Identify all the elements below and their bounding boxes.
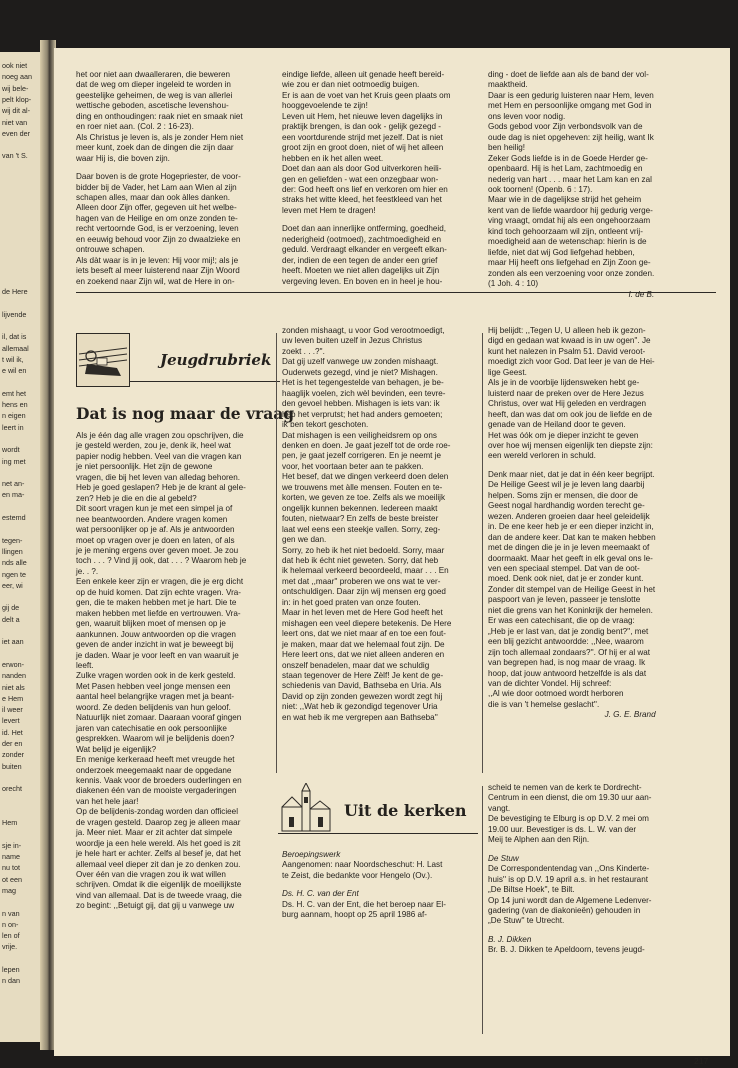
- text-line: allemaal veel dieper zit dan je zo denken zou.: [76, 859, 241, 869]
- text-line: met dat ,,maar'' proberen we ons wat te ver-: [282, 576, 441, 586]
- page-number: 217: [694, 1056, 709, 1066]
- text-line: maaktheid.: [488, 80, 528, 90]
- text-line: te Zeist, die bedankte voor Hengelo (Ov.).: [282, 870, 433, 880]
- text-line: Ds. H. C. van der Ent, die het beroep naar El-: [282, 899, 446, 909]
- text-line: gen we dan.: [282, 535, 327, 545]
- reading-figure-icon: [77, 334, 129, 386]
- prev-page-fragment: orecht: [2, 784, 22, 794]
- text-line: huis'' is op D.V. 19 april a.s. in het restaurant: [488, 874, 648, 884]
- text-line: [488, 462, 656, 470]
- text-line: die is van 't hemelse geslacht''.: [488, 699, 600, 709]
- prev-page-fragment: noeg aan: [2, 72, 32, 82]
- text-line: en roer niet aan. (Col. 2 : 16-23).: [76, 122, 194, 132]
- text-line: kent van de liefde waardoor hij gedurig verge-: [488, 205, 653, 215]
- text-line: hoop, dat jouw antwoord hetzelfde is als dat: [488, 668, 647, 678]
- text-line: David op zijn zonden gewezen wordt zegt hij: [282, 691, 443, 701]
- text-line: Zulke vragen worden ook in de kerk gesteld.: [76, 671, 236, 681]
- column-divider: [482, 786, 483, 1034]
- text-line: Het besef, dat we dingen verkeerd doen delen: [282, 472, 449, 482]
- prev-page-fragment: emt het: [2, 388, 26, 398]
- text-line: zonden mishaagt, u voor God verootmoedigt,: [282, 326, 445, 335]
- text-line: Doet dan aan als door God uitverkoren heili-: [282, 164, 442, 174]
- prev-page-fragment: mag: [2, 885, 16, 895]
- prev-page-fragment: pelt klop-: [2, 94, 32, 104]
- prev-page-fragment: wij bele-: [2, 83, 29, 93]
- text-line: lige Geest.: [488, 367, 527, 377]
- text-line: in: in het goed praten van onze fouten.: [282, 597, 421, 607]
- column-1-top: [76, 70, 243, 287]
- text-line: van het hele jaar!: [76, 796, 139, 806]
- text-line: ja. Meer niet. Maar er zit achter dat simpele: [76, 828, 233, 838]
- text-line: paspoort van je leven, passeer je tenslotte: [488, 595, 641, 605]
- text-line: luisterd naar de preken over de Here Jezus: [488, 388, 644, 398]
- text-line: toch . . . ? Vind jij ook, dat . . . ? Waarom heb je: [76, 556, 247, 566]
- text-line: Ds. H. C. van der Ent: [282, 889, 359, 899]
- text-line: Beroepingswerk: [282, 850, 341, 859]
- text-line: ving vraagt, omdat hij als een ongehoorzaam: [488, 216, 651, 226]
- prev-page-fragment: llingen: [2, 546, 23, 556]
- text-line: kunt het nalezen in Psalm 51. David veroot-: [488, 346, 646, 356]
- text-line: je je mening ergens over geven moet. Je zou: [76, 545, 239, 555]
- jeugdrubriek-title: Jeugdrubriek: [160, 351, 272, 369]
- prev-page-fragment: estemd: [2, 513, 26, 522]
- text-line: zo begint: ,,Betuigt gij, dat gij u vanwege uw: [76, 901, 235, 911]
- text-line: mishagen een veel diepere betekenis. De Here: [282, 618, 452, 628]
- text-line: ons leven voor nodig.: [488, 111, 566, 121]
- prev-page-fragment: lepen: [2, 965, 20, 974]
- text-line: leert ons, dat we niet maar af en toe een fout-: [282, 629, 446, 639]
- text-line: iets beseft al meer luisterend naar Zijn Woord: [76, 266, 240, 276]
- text-line: 19.00 uur. Bevestiger is ds. L. W. van der: [488, 824, 637, 834]
- text-line: den gevoel hebben. Mishagen is iets van: ik: [282, 399, 440, 409]
- text-line: Dat mishagen is een veiligheidsrem op ons: [282, 430, 437, 440]
- prev-page-fragment: net an-: [2, 479, 25, 489]
- text-line: „De Stuw'' te Utrecht.: [488, 916, 565, 926]
- text-line: Leven uit Hem, het nieuwe leven dagelijks in: [282, 111, 443, 121]
- text-line: Sorry, zo heb ik het niet bedoeld. Sorry, maar: [282, 545, 445, 555]
- jeugdrubriek-banner: [76, 333, 276, 391]
- text-line: Wat belijd je eigenlijk?: [76, 744, 157, 754]
- prev-page-fragment: n van: [2, 908, 20, 918]
- text-line: zoekt . . .?''.: [282, 346, 325, 356]
- text-line: nederigheid (ootmoed), zachtmoedigheid en: [282, 234, 441, 244]
- text-line: denken en doen. Je gaat jezelf tot de orde roe-: [282, 440, 451, 450]
- text-line: burg aannam, hoopt op 25 april 1986 af-: [282, 910, 428, 920]
- text-line: haaglijk voelen, zich wèl bevinden, een tevre-: [282, 388, 446, 398]
- prev-page-fragment: lijvende: [2, 309, 27, 319]
- text-line: voor, het voortaan beter aan te pakken.: [282, 461, 424, 471]
- text-line: wezen. Anderen groeien daar heel geleidelijk: [488, 511, 650, 521]
- text-line: Heb je goed geslapen? Heb je de krant al gele-: [76, 483, 246, 493]
- text-line: gesprekken. Waarom wil je belijdenis doen?: [76, 734, 235, 744]
- prev-page-fragment: allemaal: [2, 343, 29, 353]
- text-line: papier nodig hebben. Veel van die vragen kan: [76, 451, 242, 461]
- text-line: je gesteld werden, zou je, denk ik, heel wat: [76, 441, 231, 451]
- text-line: „Heb je er last van, dat je zondig bent?'', met: [488, 626, 649, 636]
- text-line: leven met Hem te dragen!: [282, 205, 376, 215]
- text-line: ik helemaal verkeerd beoordeeld, maar . . . En: [282, 566, 449, 576]
- text-line: Doet dan aan innerlijke ontferming, goedheid,: [282, 224, 446, 234]
- text-line: Op de belijdenis-zondag worden dan officieel: [76, 807, 239, 817]
- prev-page-fragment: ot een: [2, 874, 22, 884]
- text-line: Maar wie in de dagelijkse strijd het geheim: [488, 195, 642, 205]
- text-line: vragen, die bij het leven van alledag behoren.: [76, 472, 240, 482]
- text-line: op de huid komen. Dat zijn echte vragen. Vra-: [76, 587, 241, 597]
- text-line: het oor niet aan dwaalleraren, die beweren: [76, 70, 231, 79]
- text-line: zonden als een verzoening voor onze zonden.: [488, 268, 655, 278]
- text-line: Als je één dag alle vragen zou opschrijven, die: [76, 431, 244, 440]
- jeugd-column-2: [282, 326, 451, 723]
- kerken-column-3: [488, 783, 652, 956]
- text-line: moedigt zich voor God. Dat leer je van de Hei-: [488, 357, 655, 367]
- text-line: meer kunt, zoek dan de dingen die zijn daar: [76, 143, 234, 153]
- text-line: een blij gezicht antwoordde: ,,Nee, waarom: [488, 637, 644, 647]
- text-line: Meij te Alphen aan den Rijn.: [488, 835, 590, 845]
- text-line: Zeker Gods liefde is in de Goede Herder ge-: [488, 153, 648, 163]
- text-line: dan de andere keer. Dat kan te maken hebben: [488, 532, 656, 542]
- text-line: praktijk brengen, is dan ook - gelijk gezegd -: [282, 122, 441, 132]
- text-line: Dit soort vragen kun je met een simpel ja of: [76, 504, 233, 514]
- prev-page-fragment: nds alle: [2, 558, 27, 568]
- text-line: De Stuw: [488, 853, 519, 863]
- text-line: ongelijk kunnen bekennen. Iedereen maakt: [282, 503, 438, 513]
- text-line: hebben en ik het allen weet.: [282, 153, 384, 163]
- text-line: Over één van die vragen zou ik wat willen: [76, 870, 226, 880]
- text-line: Hij belijdt: ,,Tegen U, U alleen heb ik gezon-: [488, 326, 646, 335]
- prev-page-fragment: len of: [2, 931, 20, 941]
- text-line: woordje ja een hele wereld. Als het goed is zit: [76, 838, 241, 848]
- prev-page-fragment: de Here: [2, 287, 28, 296]
- prev-page-fragment: e Hem: [2, 693, 24, 703]
- column-3-top: [488, 70, 654, 300]
- text-line: zijn toch allemaal zondaars?''. Of hij er al wat: [488, 647, 651, 657]
- text-line: kind toch gehoorzaam wil zijn, ontleent vrij-: [488, 226, 643, 236]
- prev-page-fragment: levert: [2, 716, 20, 726]
- text-line: leeft.: [76, 660, 94, 670]
- section-divider: [76, 292, 716, 293]
- text-line: hooggevoelende te zijn!: [282, 101, 368, 111]
- text-line: doormaakt. Maar het geeft in elk geval ons le-: [488, 553, 653, 563]
- text-line: en eeuwig behoud voor Zijn zo dwaalzieke en: [76, 234, 241, 244]
- text-line: groot zijn en groot doen, niet of wij het alleen: [282, 143, 444, 153]
- prev-page-fragment: ngen te: [2, 569, 26, 579]
- text-line: oude dag is niet opgeheven: zijt heilig, want Ik: [488, 132, 654, 142]
- prev-page-fragment: t wil ik,: [2, 354, 24, 364]
- text-line: Ouderwets gezegd, vind je niet? Mishagen.: [282, 367, 438, 377]
- text-line: je maken, maar dat we helemaal fout zijn. De: [282, 639, 445, 649]
- text-line: Als dàt waar is in je leven: Hij voor mij!; als je: [76, 255, 239, 265]
- author-signature: I. de B.: [628, 289, 655, 299]
- text-line: niet die grens van het Koninkrijk der hemelen.: [488, 605, 653, 615]
- prev-page-fragment: even der: [2, 128, 30, 138]
- text-line: gen, die te maken hebben met je hart. Die te: [76, 598, 237, 608]
- prev-page-fragment: n eigen: [2, 411, 26, 421]
- uit-de-kerken-title: Uit de kerken: [344, 801, 467, 820]
- text-line: ding en onthoudingen: raak niet en smaak niet: [76, 111, 243, 121]
- prev-page-fragment: nu tot: [2, 863, 20, 873]
- prev-page-fragment: ing met: [2, 456, 26, 466]
- text-line: je daden. Waar je voor leeft en van waaruit je: [76, 650, 239, 660]
- text-line: een wereld verloren in schuld.: [488, 451, 596, 461]
- text-line: wettische geboden, ascetische levenshou-: [76, 101, 229, 111]
- text-line: aankunnen. Jouw antwoorden op die vragen: [76, 629, 236, 639]
- text-line: schrijven. Omdat ik die eigenlijk de moeilijkste: [76, 880, 242, 890]
- text-line: Op 14 juni wordt dan de Algemene Ledenver-: [488, 895, 652, 905]
- text-line: in. De ene keer heb je er een dieper inzicht in,: [488, 522, 654, 532]
- text-line: [282, 216, 450, 224]
- prev-page-fragment: niet van: [2, 117, 28, 127]
- banner-underline: [130, 381, 280, 382]
- text-line: de vragen gesteld. Daarop zeg je alleen maar: [76, 817, 241, 827]
- column-divider: [276, 333, 277, 773]
- prev-page-fragment: niet als: [2, 682, 25, 692]
- text-line: geduld. Verdraagt elkander en vergeeft elkan-: [282, 245, 447, 255]
- prev-page-fragment: delt a: [2, 614, 20, 624]
- prev-page-fragment: n dan: [2, 976, 20, 986]
- text-line: moed. Denk ook niet, dat je er zonder kunt.: [488, 574, 644, 584]
- prev-page-fragment: id. Het: [2, 727, 23, 737]
- text-line: Geest nogal hardhandig worden terecht ge-: [488, 501, 645, 511]
- text-line: Daar boven is de grote Hogepriester, de voor-: [76, 172, 241, 182]
- text-line: De Heilige Geest wil je je leven lang daarbij: [488, 480, 645, 490]
- prev-page-fragment: wij dit al-: [2, 106, 30, 116]
- text-line: nederig van hart . . . maar het Lam kan en zal: [488, 174, 652, 184]
- text-line: schiedenis van David, Bathseba en Uria. Als: [282, 681, 442, 691]
- text-line: Centrum in een dienst, die om 19.30 uur aan-: [488, 793, 652, 803]
- text-line: vergeving leven. En boven en in heel je hou-: [282, 276, 443, 286]
- prev-page-fragment: sje in-: [2, 840, 22, 850]
- text-line: Als je in de voorbije lijdensweken hebt ge-: [488, 378, 640, 388]
- text-line: met de dingen die je in je leven meemaakt of: [488, 543, 650, 553]
- church-icon: [278, 783, 338, 835]
- text-line: hagen van de Heilige en om onze zonden te-: [76, 213, 238, 223]
- text-line: vangt.: [488, 803, 511, 813]
- text-line: [488, 927, 652, 935]
- text-line: ding - doet de liefde aan als de band der vol-: [488, 70, 649, 79]
- text-line: maken hebben met liefde en vertrouwen. Vra-: [76, 608, 241, 618]
- text-line: onszelf benadelen, maar dat we schuldig: [282, 660, 430, 670]
- text-line: korten, we geven ze toe. Zelfs als we moeilijk: [282, 493, 446, 503]
- prev-page-fragment: eer, wi: [2, 580, 23, 590]
- text-line: Maar in het leven met de Here God heeft het: [282, 608, 443, 618]
- text-line: Gods gebod voor Zijn verbondsvolk van de: [488, 122, 643, 132]
- prev-page-fragment: il, dat is: [2, 332, 27, 342]
- text-line: nee beantwoorden. Andere vragen komen: [76, 514, 228, 524]
- text-line: Er was een catechisant, die op de vraag:: [488, 616, 635, 626]
- text-line: der, indien de een tegen de ander een grief: [282, 255, 438, 265]
- text-line: fouten, nietwaar? En zelfs de beste breister: [282, 514, 439, 524]
- banner-underline: [278, 833, 478, 834]
- text-line: Een enkele keer zijn er vragen, die je erg dicht: [76, 577, 244, 587]
- text-line: laat wel eens een steekje vallen. Sorry, zeg-: [282, 524, 441, 534]
- article-headline: Dat is nog maar de vraag: [76, 404, 295, 423]
- text-line: ook toornen! (Openb. 6 : 17).: [488, 184, 593, 194]
- text-line: B. J. Dikken: [488, 934, 532, 944]
- column-2-top: [282, 70, 450, 287]
- text-line: ben heilig!: [488, 143, 526, 153]
- text-line: gen, waaruit blijken moet of mensen op je: [76, 619, 226, 629]
- text-line: van begrepen had, is nog maar de vraag. Ik: [488, 658, 646, 668]
- text-line: ,,Al wie door ootmoed wordt herboren: [488, 689, 624, 699]
- text-line: ontrouwe schapen.: [76, 245, 145, 255]
- jeugd-column-3: [488, 326, 656, 721]
- text-line: der: God heeft ons lief en verkoren om hier en: [282, 184, 448, 194]
- text-line: maar Hij heeft ons liefgehad en Zijn Zoon ge-: [488, 258, 651, 268]
- text-line: digd en gedaan wat kwaad is in uw ogen''. Je: [488, 336, 651, 346]
- text-line: waar Hij is, die boven zijn.: [76, 153, 170, 163]
- text-line: straks het witte kleed, het feestkleed van het: [282, 195, 442, 205]
- text-line: Denk maar niet, dat je dat in één keer begrijpt.: [488, 469, 655, 479]
- text-line: onderzoek meegemaakt naar de opgedane: [76, 765, 232, 775]
- text-line: met Hem en persoonlijke omgang met God in: [488, 101, 652, 111]
- text-line: En menige kerkeraad heeft met vreugde het: [76, 755, 235, 765]
- text-line: „De Biltse Hoek'', te Bilt.: [488, 885, 575, 895]
- prev-page-fragment: Hem: [2, 818, 18, 828]
- text-line: uw leven buiten uzelf in Jezus Christus: [282, 336, 423, 346]
- prev-page-fragment: e wil en: [2, 366, 27, 376]
- text-line: Het was óók om je dieper inzicht te geven: [488, 430, 639, 440]
- text-line: Daar is een gedurig luisteren naar Hem, leven: [488, 90, 654, 100]
- text-line: geven de ander inzicht in wat je beweegt bij: [76, 640, 234, 650]
- previous-page-edge: [0, 52, 42, 1042]
- prev-page-fragment: vrije.: [2, 942, 18, 952]
- text-line: van de dichter Vondel. Hij schreef:: [488, 678, 612, 688]
- text-line: diakenen één van de mooiste vergaderingen: [76, 786, 237, 796]
- text-line: heb het verprutst; het had anders gemoeten;: [282, 409, 443, 419]
- text-line: Met Pasen hebben veel jonge mensen een: [76, 681, 231, 691]
- text-line: en zoekend naar Zijn wil, wat de Here in on-: [76, 276, 235, 286]
- prev-page-fragment: hens en: [2, 400, 28, 409]
- text-line: [282, 881, 446, 889]
- text-line: niet: ,,Wat heb ik gezondigd tegenover Uria: [282, 702, 438, 712]
- text-line: openbaard. Hij is het Lam, zachtmoedig en: [488, 164, 643, 174]
- text-line: bidder bij de Vader, het Lam aan Wien al zijn: [76, 182, 237, 192]
- text-line: ik ben tekort geschoten.: [282, 420, 369, 430]
- text-line: eindige liefde, alleen uit genade heeft bereid-: [282, 70, 445, 79]
- text-line: Het is het tegengestelde van behagen, je be-: [282, 378, 444, 388]
- prev-page-fragment: erwon-: [2, 659, 24, 669]
- text-line: Here leert ons, dat we niet alleen anderen en: [282, 650, 445, 660]
- text-line: Zonder dit stempel van de Heilige Geest in het: [488, 584, 656, 594]
- text-line: ontschuldigen. Daar zijn wij mensen erg goed: [282, 587, 446, 597]
- text-line: gen en geliefden - wat een onzegbaar won-: [282, 174, 439, 184]
- prev-page-fragment: name: [2, 852, 20, 861]
- text-line: we trouwens met àlle mensen. Fouten en te-: [282, 482, 443, 492]
- text-line: en wat heb ik me vergrepen aan Bathseba'': [282, 712, 438, 722]
- jeugd-column-1: [76, 431, 246, 912]
- text-line: wat persoonlijker op je af. Als je antwoorden: [76, 525, 235, 535]
- text-line: je. . ?.: [76, 566, 99, 576]
- text-line: je hele hart er achter. Zelfs al besef je, dat het: [76, 849, 241, 859]
- text-line: schapen alles, maar dan ook àlles danken.: [76, 192, 231, 202]
- text-line: (1 Joh. 4 : 10): [488, 279, 539, 289]
- banner-illustration: [76, 333, 130, 387]
- text-line: staan tegenover de Here Zèlf! Je kent de ge-: [282, 670, 444, 680]
- text-line: heeft. Moeten we niet allen dagelijks uit Zijn: [282, 266, 440, 276]
- text-line: Als Christus je leven is, als je zonder Hem niet: [76, 132, 244, 142]
- text-line: wie zou er dan niet ootmoedig buigen.: [282, 80, 420, 90]
- author-signature: J. G. E. Brand: [604, 710, 656, 720]
- text-line: zen? Heb je die en die al gebeld?: [76, 493, 197, 503]
- prev-page-fragment: n on-: [2, 919, 19, 929]
- text-line: moet op vragen over je doen en laten, of als: [76, 535, 235, 545]
- text-line: Br. B. J. Dikken te Apeldoorn, tevens jeugd-: [488, 945, 645, 955]
- text-line: Christus, over wat Hij geleden en verdragen: [488, 399, 647, 409]
- text-line: [488, 846, 652, 854]
- prev-page-fragment: wordt: [2, 445, 20, 455]
- text-line: Natuurlijk niet zomaar. Daaraan vooraf gingen: [76, 713, 242, 723]
- text-line: genade van de Heiland door te geven.: [488, 420, 626, 430]
- text-line: recht vertoornde God, is er verzoening, leven: [76, 224, 239, 234]
- prev-page-fragment: gij de: [2, 603, 20, 613]
- text-line: je niet persoonlijk. Het zijn de gewone: [76, 462, 213, 472]
- text-line: kennis. Vaak voor de broeders ouderlingen en: [76, 775, 242, 785]
- text-line: geestelijke geheimen, de weg is van allerlei: [76, 90, 233, 100]
- prev-page-fragment: van 't S.: [2, 151, 28, 161]
- prev-page-fragment: tegen-: [2, 535, 23, 545]
- text-line: liefde, niet dat wij God liefgehad hebben,: [488, 247, 635, 257]
- uit-de-kerken-banner: [278, 783, 478, 835]
- text-line: Aangenomen: naar Noordscheschut: H. Last: [282, 860, 443, 870]
- text-line: dat de weg om dieper ingeleid te worden in: [76, 80, 231, 90]
- prev-page-fragment: nanden: [2, 671, 26, 681]
- text-line: De Correspondentendag van ,,Ons Kinderte-: [488, 864, 650, 874]
- prev-page-fragment: der en: [2, 739, 23, 748]
- text-line: aantal heel belangrijke vragen met ja beant-: [76, 692, 235, 702]
- text-line: Alleen door Zijn offer, gegeven uit het welbe-: [76, 203, 237, 213]
- text-line: helpen. Soms zijn er mensen, die door de: [488, 490, 638, 500]
- text-line: over hoe wij mensen eigenlijk ten diepste zijn:: [488, 440, 653, 450]
- prev-page-fragment: leert in: [2, 422, 24, 432]
- text-line: [76, 164, 243, 172]
- text-line: jaren van catechisatie en ook persoonlijke: [76, 723, 227, 733]
- text-line: scheid te nemen van de kerk te Dordrecht-: [488, 783, 642, 792]
- column-divider: [482, 333, 483, 773]
- text-line: gadering (van de diakonieën) gehouden in: [488, 905, 641, 915]
- prev-page-fragment: iet aan: [2, 637, 24, 647]
- prev-page-fragment: buiten: [2, 761, 22, 771]
- text-line: moedigheid aan de wetenschap: hierin is de: [488, 237, 647, 247]
- text-line: een voortdurende strijd met jezelf. Dat is niet: [282, 132, 443, 142]
- text-line: ven een speciaal stempel. Dat van de oot-: [488, 563, 640, 573]
- text-line: pen, je gaat jezelf corrigeren. En je neemt je: [282, 451, 441, 461]
- text-line: vind van allemaal. Dat is de tweede vraag, die: [76, 890, 242, 900]
- text-line: dat heb ik écht niet geweten. Sorry, dat heb: [282, 555, 439, 565]
- text-line: Er is aan de voet van het Kruis geen plaats om: [282, 90, 451, 100]
- text-line: De bevestiging te Elburg is op D.V. 2 mei om: [488, 814, 649, 824]
- text-line: woord. Ze deden belijdenis van hun geloof.: [76, 702, 231, 712]
- text-line: Dat gij uzelf vanwege uw zonden mishaagt.: [282, 357, 439, 367]
- prev-page-fragment: en ma-: [2, 490, 25, 500]
- text-line: heeft, dan was dat om ook jou de liefde en de: [488, 409, 652, 419]
- kerken-column-2: [282, 850, 446, 921]
- prev-page-fragment: il weer: [2, 705, 23, 715]
- prev-page-fragment: ook niet: [2, 61, 28, 70]
- magazine-page: [54, 48, 730, 1066]
- prev-page-fragment: zonder: [2, 750, 24, 760]
